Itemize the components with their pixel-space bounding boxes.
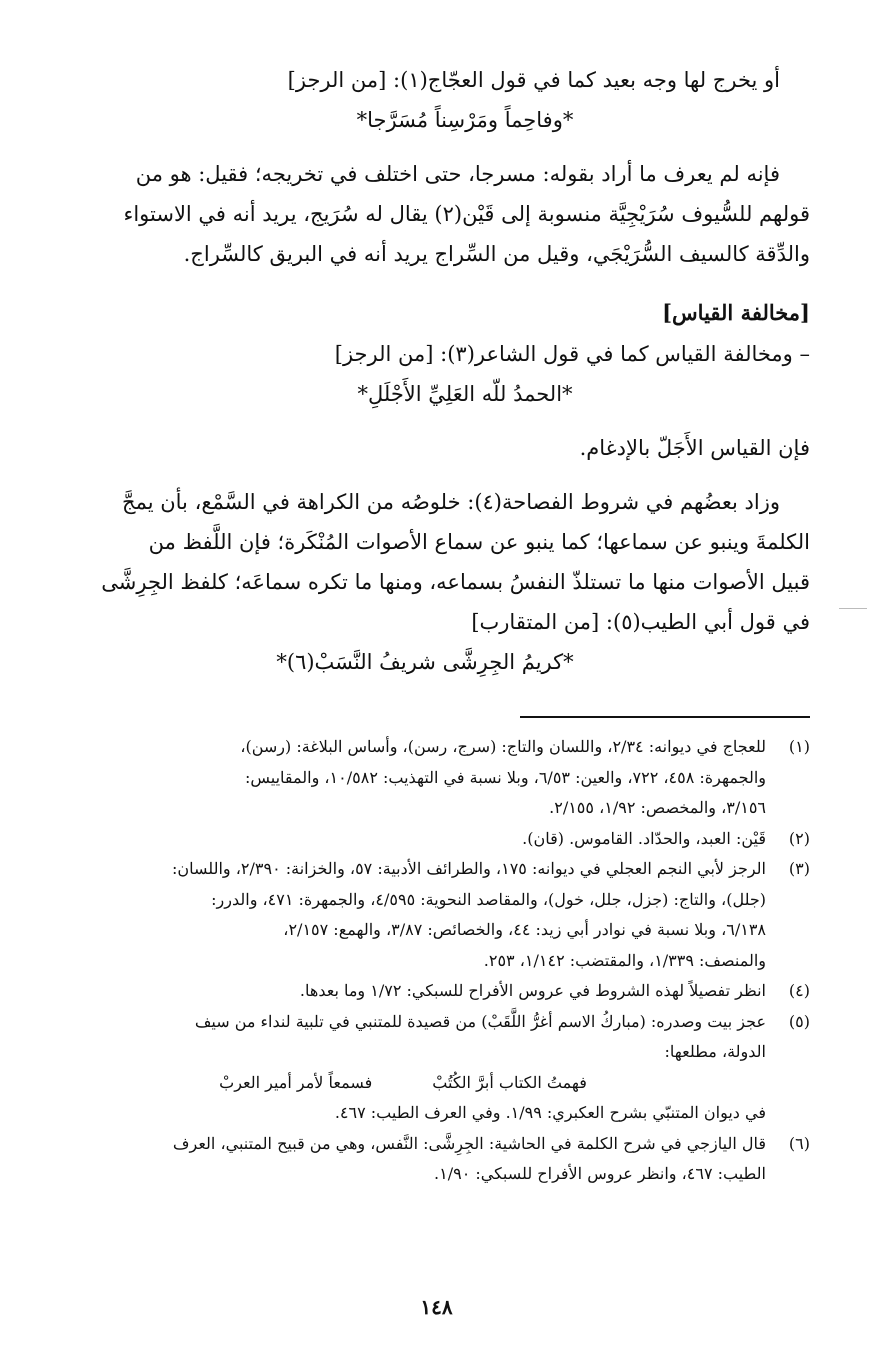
footnote-number: (٢) xyxy=(788,828,810,848)
footnote-number: (٥) xyxy=(788,1011,810,1031)
footnote-line: والمنصف: ١/٣٣٩، والمقتضب: ١/١٤٢، ٢٥٣. xyxy=(483,950,766,970)
footnote-line: الطيب: ٤٦٧، وانظر عروس الأفراح للسبكي: ١/٩٠. xyxy=(434,1164,766,1183)
verse-ajjaj: *وفاحِماً ومَرْسِناً مُسَرَّجا* xyxy=(356,108,574,132)
verse-hamd: *الحمدُ للّه العَلِيِّ الأَجْلَلِ* xyxy=(357,382,573,406)
book-page xyxy=(40,60,810,1190)
page-number: ١٤٨ xyxy=(420,1295,453,1319)
footnote-text xyxy=(40,1129,766,1190)
footnote-text xyxy=(40,854,766,976)
footnote-line: ٣/١٥٦، والمخصص: ١/٩٢، ٢/١٥٥. xyxy=(549,798,766,817)
footnote-text xyxy=(40,732,766,824)
footnote-number: (٦) xyxy=(788,1133,810,1153)
footnote xyxy=(40,732,810,824)
footnote-line: الرجز لأبي النجم العجلي في ديوانه: ١٧٥، والطرائف الأدبية: ٥٧، والخزانة: ٢/٣٩٠، واللسان: xyxy=(172,859,766,878)
intro-line: أو يخرج لها وجه بعيد كما في قول العجّاج(١): [من الرجز] xyxy=(287,68,780,92)
paragraph-line: قبيل الأصوات منها ما تستلذّ النفسُ بسماعه، ومنها ما تكره سماعَه؛ كلفظ الجِرِشَّى xyxy=(101,570,810,594)
footnote-line: قَيْن: العبد، والحدّاد. القاموس. (قان). xyxy=(522,828,766,848)
spacer xyxy=(40,414,810,428)
footnote-number: (٣) xyxy=(788,859,810,878)
spacer xyxy=(40,468,810,482)
paragraph-line: قولهم للسُّيوف سُرَيْجِيَّة منسوبة إلى قَيْن(٢) يقال له سُرَيج، يريد أنه في الاستواء xyxy=(123,202,810,226)
footnote-divider xyxy=(520,716,810,718)
margin-mark xyxy=(839,608,867,609)
footnote-poem xyxy=(40,1068,810,1099)
footnote-line: (جلل)، والتاج: (جزل، جلل، خول)، والمقاصد النحوية: ٤/٥٩٥، والجمهرة: ٤٧١، والدرر: xyxy=(211,889,766,909)
example-line: – ومخالفة القياس كما في قول الشاعر(٣): [من الرجز] xyxy=(334,342,810,366)
paragraph-line: الكلمةَ وينبو عن سماعها؛ كما ينبو عن سماع الأصوات المُنْكَرة؛ فإن اللَّفظ من xyxy=(148,530,810,554)
paragraph-line: في قول أبي الطيب(٥): [من المتقارب] xyxy=(471,610,810,634)
footnote-line: ٦/١٣٨، وبلا نسبة في نوادر أبي زيد: ٤٤، والخصائص: ٣/٨٧، والهمع: ٢/١٥٧، xyxy=(283,920,766,939)
footnote-text xyxy=(40,824,766,855)
paragraph-line: فإنه لم يعرف ما أراد بقوله: مسرجا، حتى اختلف في تخريجه؛ فقيل: هو من xyxy=(135,162,780,186)
footnote-number: (١) xyxy=(788,737,810,756)
footnote-text xyxy=(40,976,766,1007)
footnote xyxy=(40,976,810,1007)
footnote-line: والجمهرة: ٤٥٨، ٧٢٢، والعين: ٦/٥٣، وبلا نسبة في التهذيب: ١٠/٥٨٢، والمقاييس: xyxy=(244,767,766,787)
verse-mutanabbi: *كريمُ الجِرِشَّى شريفُ النَّسَبْ(٦)* xyxy=(276,650,574,674)
footnote-line: للعجاج في ديوانه: ٢/٣٤، واللسان والتاج: (سرج، رسن)، وأساس البلاغة: (رسن)، xyxy=(240,737,766,756)
section-heading: [مخالفة القياس] xyxy=(662,300,810,325)
footnote-line: عجز بيت وصدره: (مباركُ الاسم أغرُّ اللَّقَبْ) من قصيدة للمتنبي في تلبية لنداء من سيف xyxy=(194,1011,766,1031)
footnote-line: في ديوان المتنبّي بشرح العكبري: ١/٩٩. وفي العرف الطيب: ٤٦٧. xyxy=(334,1103,766,1122)
poem-hemistich-second: فسمعاً لأمر أمير العربْ xyxy=(219,1072,373,1092)
footnote xyxy=(40,1129,810,1190)
footnote-number: (٤) xyxy=(788,981,810,1000)
poem-hemistich-first: فهمتُ الكتاب أبرَّ الكُتُبْ xyxy=(432,1072,587,1092)
qiyas-line: فإن القياس الأَجَلّ بالإدغام. xyxy=(579,436,810,460)
footnote-line: الدولة، مطلعها: xyxy=(664,1042,766,1061)
footnote-line: انظر تفصيلاً لهذه الشروط في عروس الأفراح للسبكي: ١/٧٢ وما بعدها. xyxy=(299,981,766,1000)
footnote xyxy=(40,824,810,855)
footnote-line: قال اليازجي في شرح الكلمة في الحاشية: الجِرِشَّى: النَّفس، وهي من قبيح المتنبي، العرف xyxy=(172,1133,766,1153)
footnote xyxy=(40,1007,810,1068)
paragraph-line: وزاد بعضُهم في شروط الفصاحة(٤): خلوصُه من الكراهة في السَّمْع، بأن يمجَّ xyxy=(122,490,780,514)
footnote xyxy=(40,854,810,976)
footnote-text xyxy=(40,1007,766,1068)
spacer xyxy=(40,140,810,154)
paragraph-line: والدِّقة كالسيف السُّرَيْجَي، وقيل من السِّراج يريد أنه في البريق كالسِّراج. xyxy=(183,242,810,266)
